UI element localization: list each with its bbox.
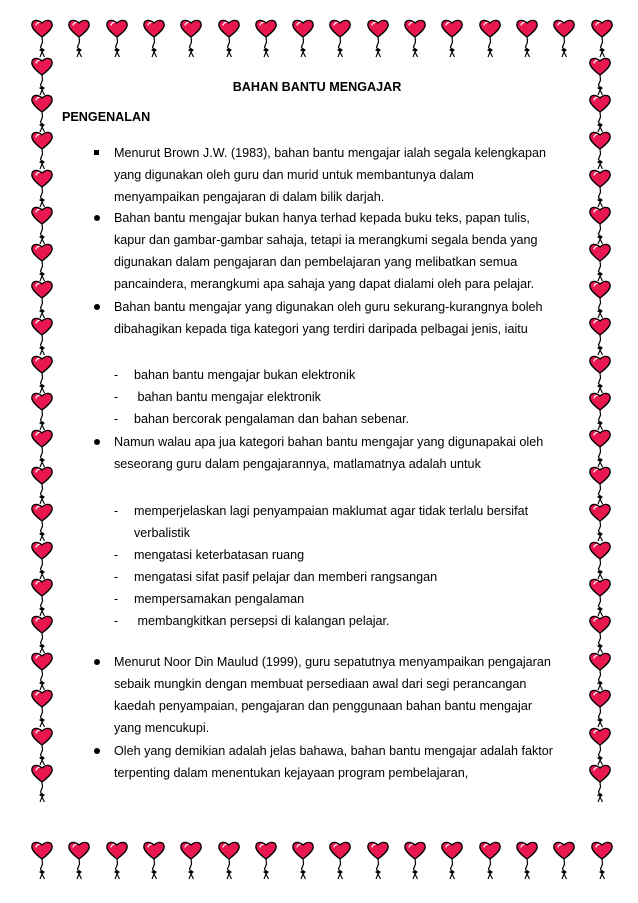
category-text: bahan bantu mengajar bukan elektronik	[134, 368, 356, 382]
heart-balloon-icon	[440, 18, 464, 62]
heart-balloon-icon	[328, 840, 352, 884]
bullet-text: Oleh yang demikian adalah jelas bahawa, bahan bantu mengajar adalah faktor terpenting dalam menentukan kejayaan program pembelajaran,	[114, 744, 553, 780]
heart-balloon-icon	[291, 840, 315, 884]
heart-balloon-icon	[30, 763, 54, 807]
bullet-item	[92, 207, 562, 295]
heart-balloon-icon	[403, 18, 427, 62]
dash-marker: -	[114, 570, 119, 584]
section-heading: PENGENALAN	[62, 110, 151, 124]
dash-marker: -	[114, 504, 119, 518]
heart-balloon-icon	[217, 18, 241, 62]
dash-marker: -	[114, 368, 119, 382]
category-item	[114, 386, 554, 408]
heart-balloon-icon	[105, 18, 129, 62]
heart-balloon-icon	[105, 840, 129, 884]
heart-balloon-icon	[254, 840, 278, 884]
category-item	[114, 408, 554, 430]
heart-balloon-icon	[403, 840, 427, 884]
heart-balloon-icon	[142, 18, 166, 62]
heart-balloon-icon	[590, 840, 614, 884]
aim-text: memperjelaskan lagi penyampaian maklumat agar tidak terlalu bersifat verbalistik	[134, 504, 529, 540]
aim-text: membangkitkan persepsi di kalangan pelajar.	[134, 614, 390, 628]
dash-marker: -	[114, 614, 119, 628]
bullet-text: Bahan bantu mengajar yang digunakan oleh guru sekurang-kurangnya boleh dibahagikan kepada tiga kategori yang terdiri daripada pelbagai jenis, iaitu	[114, 300, 543, 336]
aim-item	[114, 610, 554, 632]
aim-item	[114, 500, 554, 544]
aim-item	[114, 544, 554, 566]
heart-balloon-icon	[67, 840, 91, 884]
aim-text: mempersamakan pengalaman	[134, 592, 305, 606]
bullet-text: Menurut Brown J.W. (1983), bahan bantu mengajar ialah segala kelengkapan yang digunakan oleh guru dan murid untuk membantunya dalam menyampaikan pengajaran di dalam bilik darjah.	[114, 146, 546, 204]
bullet-text: Namun walau apa jua kategori bahan bantu mengajar yang digunapakai oleh seseorang guru dalam pengajarannya, matlamatnya adalah untuk	[114, 435, 544, 471]
bullet-item	[92, 651, 562, 739]
heart-balloon-icon	[179, 840, 203, 884]
heart-balloon-icon	[588, 763, 612, 807]
dash-marker: -	[114, 548, 119, 562]
bullet-text: Menurut Noor Din Maulud (1999), guru sepatutnya menyampaikan pengajaran sebaik mungkin dengan membuat persediaan awal dari segi perancangan kaedah penyampaian, pengajaran dan penggunaan bahan bantu mengajar yang mencukupi.	[114, 655, 551, 735]
heart-balloon-icon	[440, 840, 464, 884]
heart-balloon-icon	[515, 18, 539, 62]
heart-balloon-icon	[478, 840, 502, 884]
heart-balloon-icon	[291, 18, 315, 62]
heart-balloon-icon	[366, 840, 390, 884]
heart-balloon-icon	[179, 18, 203, 62]
aim-text: mengatasi keterbatasan ruang	[134, 548, 305, 562]
heart-balloon-icon	[30, 840, 54, 884]
heart-balloon-icon	[366, 18, 390, 62]
page-title: BAHAN BANTU MENGAJAR	[232, 80, 402, 94]
dash-marker: -	[114, 412, 119, 426]
bullet-item	[92, 296, 562, 340]
category-text: bahan bercorak pengalaman dan bahan sebenar.	[134, 412, 410, 426]
heart-balloon-icon	[217, 840, 241, 884]
dash-marker: -	[114, 592, 119, 606]
bullet-item	[92, 740, 562, 784]
heart-balloon-icon	[142, 840, 166, 884]
aim-item	[114, 566, 554, 588]
heart-balloon-icon	[328, 18, 352, 62]
heart-balloon-icon	[552, 18, 576, 62]
heart-balloon-icon	[254, 18, 278, 62]
aim-item	[114, 588, 554, 610]
dash-marker: -	[114, 390, 119, 404]
aim-text: mengatasi sifat pasif pelajar dan memberi rangsangan	[134, 570, 438, 584]
bullet-item	[92, 431, 562, 475]
heart-balloon-icon	[478, 18, 502, 62]
heart-balloon-icon	[515, 840, 539, 884]
category-item	[114, 364, 554, 386]
bullet-item	[92, 142, 562, 208]
category-text: bahan bantu mengajar elektronik	[134, 390, 321, 404]
heart-balloon-icon	[67, 18, 91, 62]
bullet-text: Bahan bantu mengajar bukan hanya terhad kepada buku teks, papan tulis, kapur dan gambar-gambar sahaja, tetapi ia merangkumi segala benda yang digunakan dalam pengajaran dan pembelajaran yang melibatkan semua pancaindera, merangkumi apa sahaja yang dapat dialami oleh para pelajar.	[114, 211, 538, 291]
heart-balloon-icon	[552, 840, 576, 884]
